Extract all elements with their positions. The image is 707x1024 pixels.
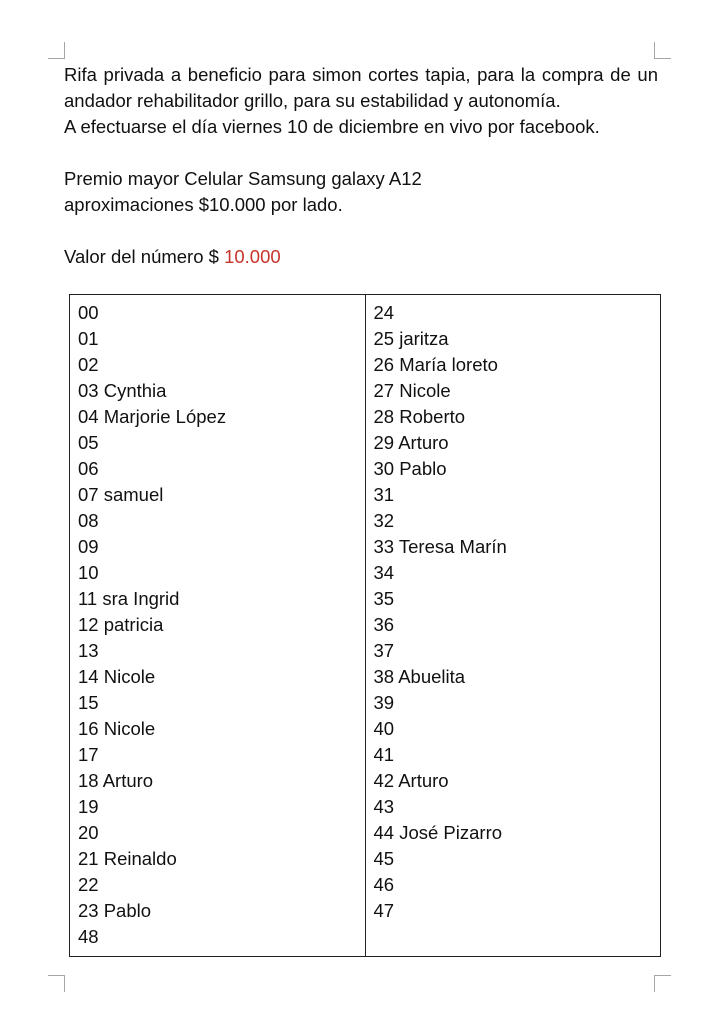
raffle-number-entry: 08 — [78, 510, 99, 531]
raffle-number-table — [69, 294, 661, 957]
raffle-number-entry: 41 — [373, 744, 395, 765]
raffle-number-entry: 36 — [373, 614, 395, 635]
raffle-number-entry: 10 — [78, 562, 99, 583]
raffle-number-entry: 35 — [373, 588, 395, 609]
raffle-number-entry: 45 — [373, 848, 395, 869]
raffle-number-entry: 30 Pablo — [373, 458, 447, 479]
raffle-number-entry: 44 José Pizarro — [373, 822, 503, 843]
raffle-number-entry: 25 jaritza — [373, 328, 449, 349]
spacer — [64, 218, 658, 244]
numbers-column-right — [365, 295, 661, 956]
raffle-number-entry: 46 — [373, 874, 395, 895]
raffle-number-entry: 40 — [373, 718, 395, 739]
raffle-number-entry: 00 — [78, 302, 99, 323]
page-corner-top-right — [654, 42, 671, 59]
raffle-number-entry: 26 María loreto — [373, 354, 498, 375]
raffle-number-entry: 38 Abuelita — [373, 666, 466, 687]
prize-text: Premio mayor Celular Samsung galaxy A12 — [64, 168, 422, 189]
raffle-number-entry: 16 Nicole — [78, 718, 156, 739]
raffle-number-entry: 34 — [373, 562, 395, 583]
raffle-number-entry: 22 — [78, 874, 99, 895]
raffle-number-entry: 48 — [78, 926, 99, 947]
raffle-number-entry: 09 — [78, 536, 99, 557]
raffle-number-entry: 33 Teresa Marín — [373, 536, 507, 557]
raffle-purpose-text: Rifa privada a beneficio para simon cortes tapia, para la compra de un andador rehabilitador grillo, para su estabilidad y autonomía. — [64, 64, 658, 111]
raffle-number-entry: 18 Arturo — [78, 770, 154, 791]
raffle-number-entry: 11 sra Ingrid — [78, 588, 180, 609]
raffle-number-entry: 23 Pablo — [78, 900, 152, 921]
page-corner-top-left — [48, 42, 65, 59]
raffle-number-entry: 31 — [373, 484, 395, 505]
raffle-number-entry: 32 — [373, 510, 395, 531]
raffle-number-entry: 14 Nicole — [78, 666, 156, 687]
number-value-label: Valor del número $ — [64, 246, 219, 267]
raffle-number-entry: 15 — [78, 692, 99, 713]
raffle-date-text: A efectuarse el día viernes 10 de diciembre en vivo por facebook. — [64, 116, 600, 137]
raffle-number-entry: 47 — [373, 900, 395, 921]
raffle-number-entry: 27 Nicole — [373, 380, 451, 401]
raffle-number-entry: 01 — [78, 328, 99, 349]
raffle-number-entry: 07 samuel — [78, 484, 164, 505]
raffle-number-entry: 17 — [78, 744, 99, 765]
spacer — [64, 140, 658, 166]
raffle-number-entry: 28 Roberto — [373, 406, 466, 427]
raffle-number-entry: 20 — [78, 822, 99, 843]
raffle-number-entry: 04 Marjorie López — [78, 406, 227, 427]
raffle-number-entry: 37 — [373, 640, 395, 661]
page-corner-bottom-right — [654, 975, 671, 992]
raffle-number-entry: 13 — [78, 640, 99, 661]
raffle-number-entry: 06 — [78, 458, 99, 479]
raffle-number-entry: 12 patricia — [78, 614, 164, 635]
number-value — [64, 244, 658, 270]
raffle-number-entry: 39 — [373, 692, 395, 713]
raffle-number-entry: 43 — [373, 796, 395, 817]
raffle-number-entry: 19 — [78, 796, 99, 817]
raffle-number-entry: 29 Arturo — [373, 432, 449, 453]
raffle-description — [64, 62, 658, 270]
raffle-number-entry: 42 Arturo — [373, 770, 449, 791]
raffle-number-entry: 05 — [78, 432, 99, 453]
numbers-column-left — [70, 295, 365, 956]
number-value-amount: 10.000 — [224, 246, 281, 267]
raffle-number-entry: 02 — [78, 354, 99, 375]
raffle-number-entry: 03 Cynthia — [78, 380, 167, 401]
raffle-number-entry: 21 Reinaldo — [78, 848, 177, 869]
page-corner-bottom-left — [48, 975, 65, 992]
raffle-number-entry: 24 — [373, 302, 395, 323]
approximation-text: aproximaciones $10.000 por lado. — [64, 194, 343, 215]
